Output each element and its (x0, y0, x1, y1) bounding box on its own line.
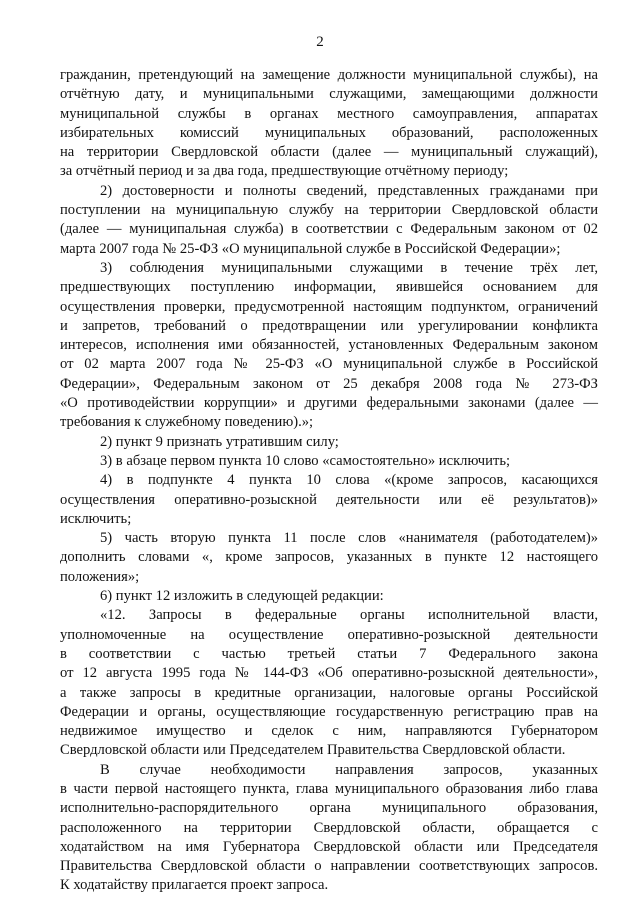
text-line: уполномоченные на осуществление оперативно-розыскной деятельности (60, 626, 598, 643)
text-line: марта 2007 года № 25-ФЗ «О муниципальной службе в Российской Федерации»; (60, 240, 561, 257)
text-line: поступлении на муниципальную службу на территории Свердловской области (60, 202, 598, 219)
paragraph (60, 66, 598, 182)
paragraph (60, 182, 598, 259)
paragraph (60, 761, 598, 896)
text-line: в соответствии с частью третьей статьи 7 Федерального закона (60, 645, 598, 662)
text-line: гражданин, претендующий на замещение должности муниципальной службы), на (60, 67, 598, 83)
text-line: а также запросы в кредитные организации, налоговые органы Российской (60, 684, 598, 701)
text-line: и запретов, требований о предотвращении или урегулировании конфликта (60, 317, 598, 334)
text-line: Федерации», Федеральным законом от 25 декабря 2008 года № 273-ФЗ (60, 375, 598, 392)
paragraph (60, 606, 598, 760)
text-line: исполнительно-распорядительного органа муниципального образования, (60, 800, 598, 817)
text-line: «О противодействии коррупции» и другими федеральными законами (далее — (60, 395, 598, 412)
text-line: расположенного на территории Свердловской области, обращается с (60, 819, 598, 836)
paragraph (60, 587, 598, 606)
document-body (60, 66, 598, 896)
text-line: Федерации и органы, осуществляющие государственную регистрацию прав на (60, 703, 598, 720)
text-line: интересов, исполнения ими обязанностей, установленных Федеральным законом (60, 337, 598, 354)
text-line: осуществления проверки, предусмотренной настоящим подпунктом, ограничений (60, 298, 598, 315)
text-line: Свердловской области или Председателем Правительства Свердловской области. (60, 742, 566, 759)
text-line: 3) соблюдения муниципальными служащими в течение трёх лет, (100, 259, 598, 276)
text-line: от 12 августа 1995 года № 144-ФЗ «Об оперативно-розыскной деятельности», (60, 665, 598, 682)
paragraph (60, 259, 598, 433)
text-line: К ходатайству прилагается проект запроса. (60, 877, 329, 894)
text-line: отчётную дату, и муниципальными служащими, замещающими должности (60, 86, 598, 103)
text-line: 5) часть вторую пункта 11 после слов «нанимателя (работодателем)» (100, 530, 598, 547)
page-number: 2 (316, 34, 324, 50)
text-line: положения»; (60, 568, 140, 585)
text-line: от 02 марта 2007 года № 25-ФЗ «О муниципальной службе в Российской (60, 356, 598, 373)
text-line: Правительства Свердловской области о направлении соответствующих запросов. (60, 858, 598, 875)
text-line: 2) пункт 9 признать утратившим силу; (100, 433, 339, 450)
text-line: за отчётный период и за два года, предшествующие отчётному периоду; (60, 163, 509, 180)
text-line: предшествующих поступлению информации, явившейся основанием для (60, 279, 598, 296)
text-line: (далее — муниципальная служба) в соответствии с Федеральным законом от 02 (60, 221, 598, 238)
paragraph (60, 471, 598, 529)
text-line: осуществления оперативно-розыскной деятельности или её результатов)» (60, 491, 598, 508)
text-line: 4) в подпункте 4 пункта 10 слова «(кроме запросов, касающихся (100, 472, 598, 489)
text-line: на территории Свердловской области (далее — муниципальный служащий), (60, 144, 598, 161)
text-line: недвижимое имущество и сделок с ним, направляются Губернатором (60, 723, 598, 740)
text-line: муниципальной службы в органах местного самоуправления, аппаратах (60, 105, 598, 122)
text-line: в части первой настоящего пункта, глава муниципального образования либо глава (60, 780, 598, 797)
text-line: 6) пункт 12 изложить в следующей редакции: (100, 588, 384, 605)
paragraph (60, 433, 598, 452)
text-line: 2) достоверности и полноты сведений, представленных гражданами при (100, 182, 598, 199)
paragraph (60, 452, 598, 471)
text-line: ходатайством на имя Губернатора Свердловской области или Председателя (60, 838, 598, 855)
text-line: требования к служебному поведению).»; (60, 414, 314, 431)
text-line: «12. Запросы в федеральные органы исполнительной власти, (100, 607, 598, 624)
paragraph (60, 529, 598, 587)
text-line: 3) в абзаце первом пункта 10 слово «самостоятельно» исключить; (100, 452, 511, 469)
text-line: дополнить словами «, кроме запросов, указанных в пункте 12 настоящего (60, 549, 598, 566)
text-line: исключить; (60, 510, 132, 527)
text-line: избирательных комиссий муниципальных образований, расположенных (60, 124, 598, 141)
text-line: В случае необходимости направления запросов, указанных (100, 761, 598, 778)
